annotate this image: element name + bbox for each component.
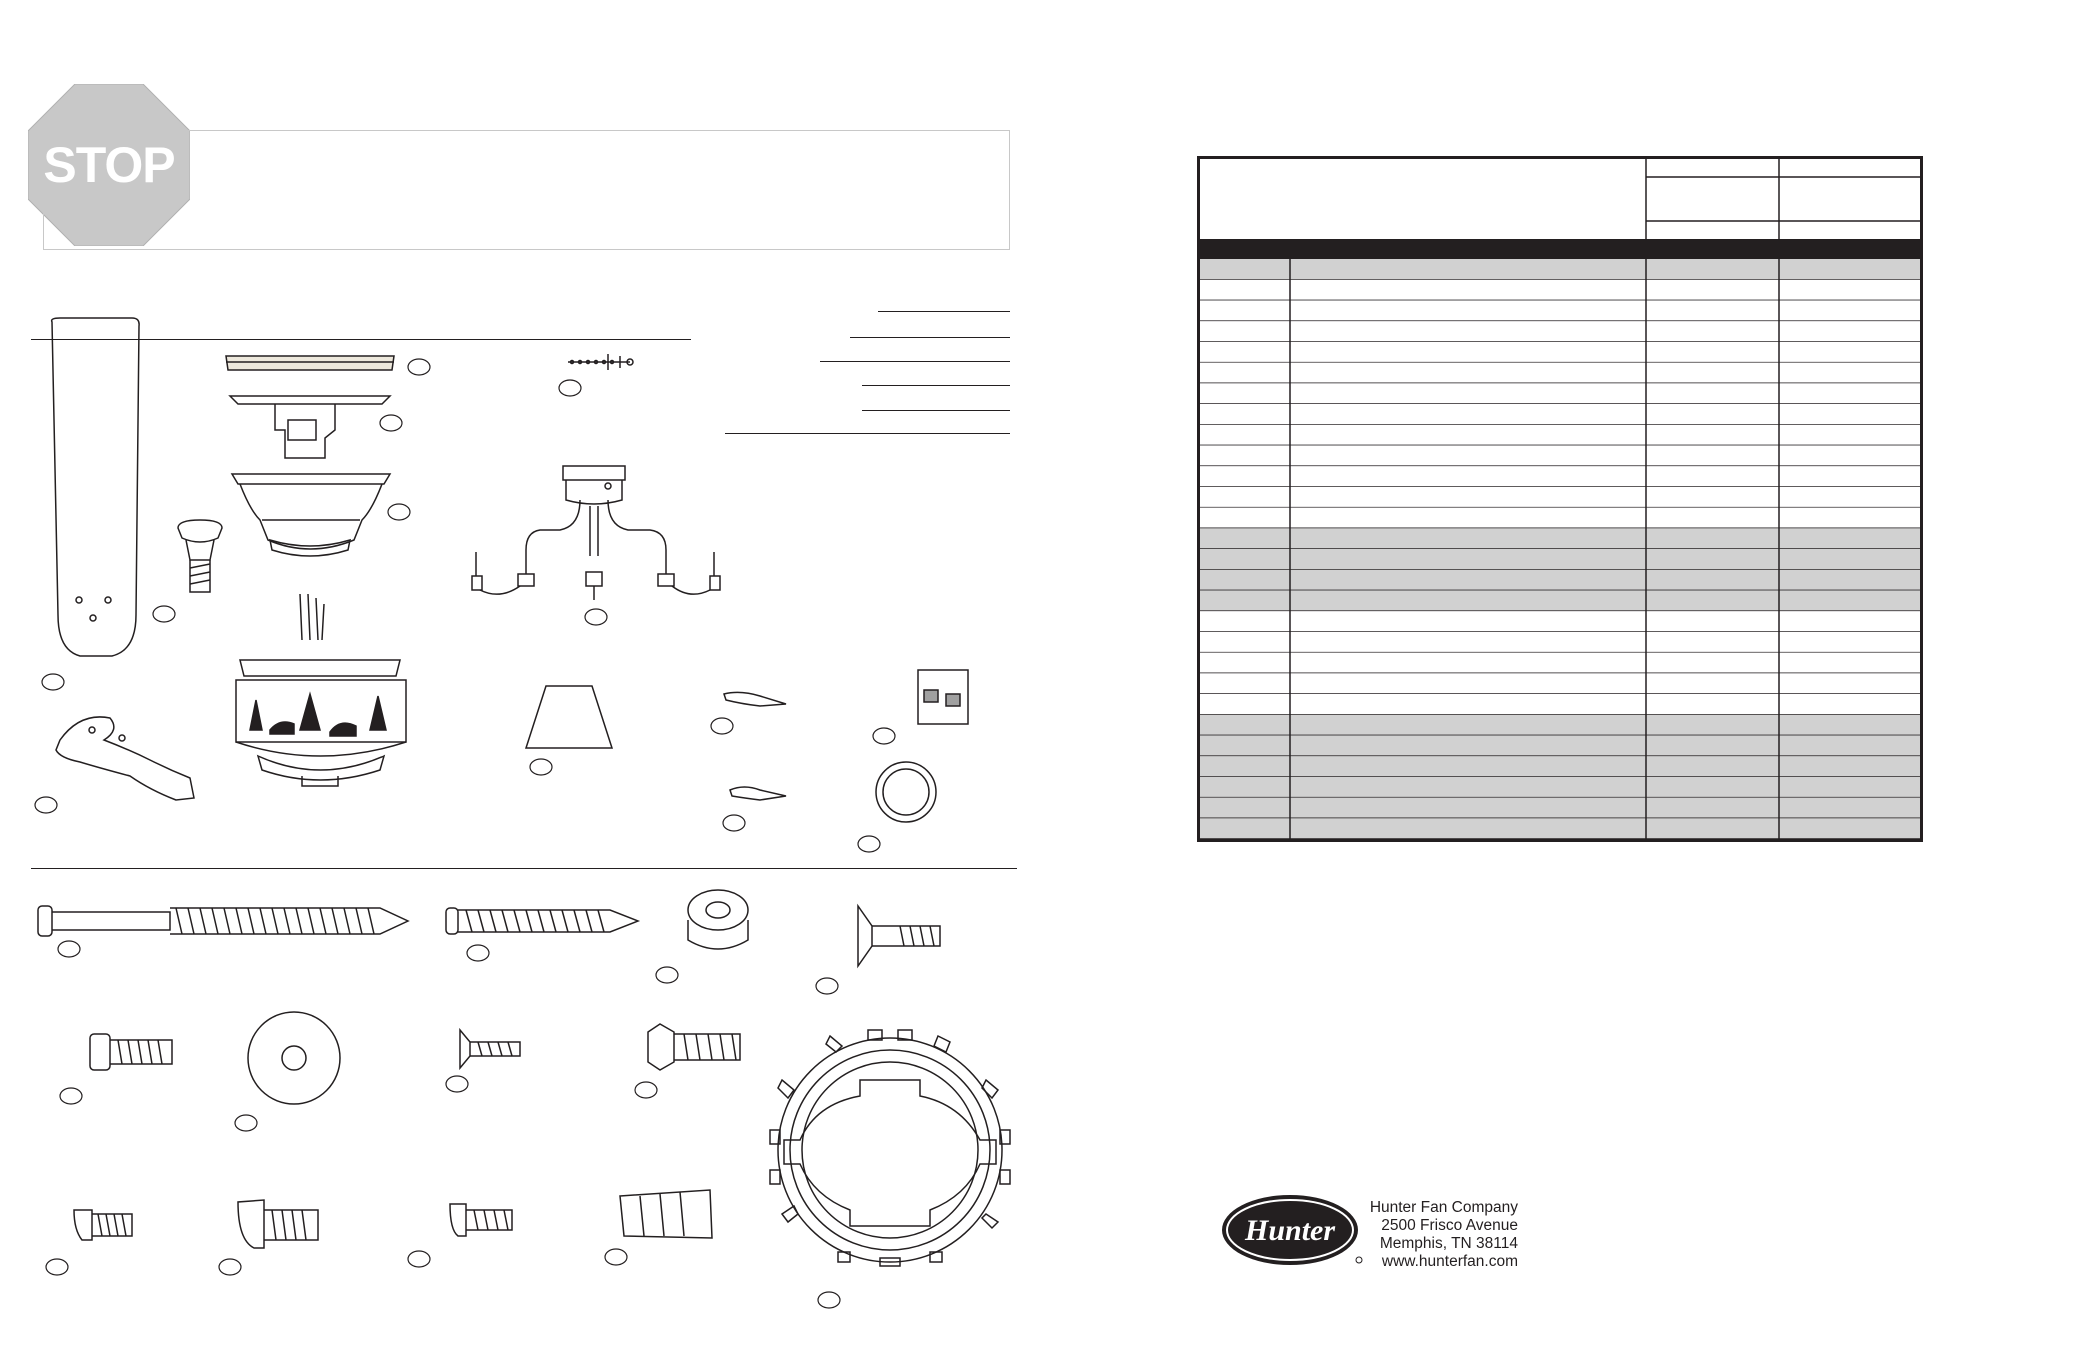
wire-nut-icon <box>620 1190 712 1238</box>
flat-head-screw-icon <box>858 906 940 966</box>
table-row <box>1200 590 1920 611</box>
parts-table <box>1197 156 1923 842</box>
stop-sign-label: STOP <box>43 137 175 193</box>
company-address <box>1368 1199 1518 1271</box>
table-row <box>1200 632 1920 653</box>
table-row <box>1200 280 1920 301</box>
table-row <box>1200 528 1920 549</box>
table-row <box>1200 383 1920 404</box>
table-row <box>1200 363 1920 384</box>
table-row <box>1200 570 1920 591</box>
rubber-ring-icon <box>876 762 936 822</box>
washer-icon <box>248 1012 340 1104</box>
table-row <box>1200 259 1920 280</box>
table-row <box>1200 487 1920 508</box>
canopy-trim-icon <box>226 356 394 370</box>
company-name: Hunter Fan Company <box>1369 1199 1518 1216</box>
light-kit-fitter-icon <box>472 466 720 600</box>
downrod-coupler-icon <box>178 520 222 592</box>
company-city: Memphis, TN 38114 <box>1379 1235 1518 1252</box>
blade-iron-icon <box>56 717 194 800</box>
table-row <box>1200 611 1920 632</box>
pull-chain-icon <box>568 354 633 370</box>
pan-head-screw-icon <box>74 1210 132 1240</box>
company-street: 2500 Frisco Avenue <box>1381 1217 1518 1234</box>
table-row <box>1200 818 1920 839</box>
table-row <box>1200 694 1920 715</box>
table-row <box>1200 425 1920 446</box>
truss-screw-icon <box>238 1200 318 1248</box>
table-row <box>1200 756 1920 777</box>
parts-diagram <box>0 0 1030 1346</box>
glass-shade-icon <box>526 686 612 748</box>
company-website[interactable]: www.hunterfan.com <box>1381 1253 1518 1270</box>
rubber-grommet-icon <box>688 890 748 949</box>
medium-wood-screw-icon <box>446 908 638 934</box>
table-row <box>1200 445 1920 466</box>
table-row <box>1200 673 1920 694</box>
table-row <box>1200 321 1920 342</box>
table-row <box>1200 653 1920 674</box>
table-row <box>1200 300 1920 321</box>
table-row <box>1200 777 1920 798</box>
hex-bolt-icon <box>648 1024 740 1070</box>
table-row <box>1200 404 1920 425</box>
hardware-bag-icon <box>918 670 968 724</box>
canopy-bell-icon <box>232 474 390 556</box>
adapter-ring-icon <box>770 1030 1010 1266</box>
table-row <box>1200 715 1920 736</box>
table-row <box>1200 798 1920 819</box>
hunter-logo <box>1220 1192 1365 1270</box>
table-row <box>1200 508 1920 529</box>
machine-screw-icon <box>90 1034 172 1070</box>
fan-blade-icon <box>52 318 139 656</box>
mounting-canopy-icon <box>230 396 390 458</box>
table-header-band <box>1200 239 1920 259</box>
callout-ellipses <box>35 359 895 1308</box>
hunter-logo-text: Hunter <box>1244 1214 1336 1247</box>
table-row <box>1200 735 1920 756</box>
table-row <box>1200 466 1920 487</box>
long-wood-screw-icon <box>38 906 408 936</box>
small-flat-screw-icon <box>460 1030 520 1068</box>
table-row <box>1200 549 1920 570</box>
pull-chain-fob-icon <box>724 692 786 800</box>
motor-housing-icon <box>236 594 406 786</box>
table-row <box>1200 342 1920 363</box>
small-pan-screw-icon <box>450 1204 512 1236</box>
